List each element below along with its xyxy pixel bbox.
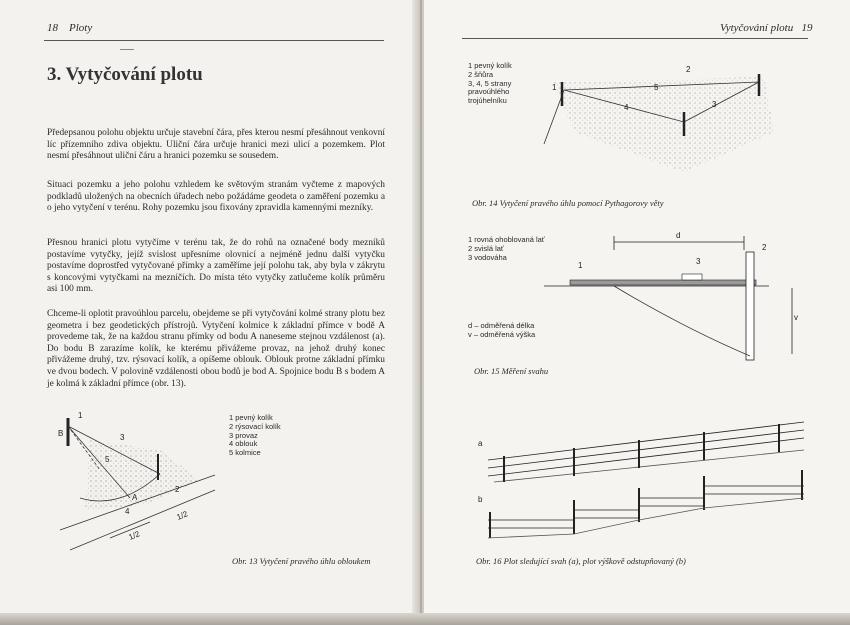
fig13-legend-item: 1 pevný kolík: [229, 413, 273, 422]
fig14-label-5: 5: [654, 83, 659, 92]
book-bottom-edge: [0, 613, 850, 625]
fig15-label-3: 3: [696, 257, 701, 266]
fig16-label-b: b: [478, 495, 483, 504]
header-rule: [44, 40, 384, 41]
fig13-legend-item: 4 oblouk: [229, 439, 258, 449]
fig14-legend-item: 3, 4, 5 strany: [468, 78, 512, 88]
fig13-label-3: 3: [120, 433, 125, 442]
figure16-diagram: [464, 420, 814, 550]
fig14-legend-item: trojúhelníku: [468, 96, 507, 106]
fig15-label-d: d: [676, 231, 681, 240]
right-running-head: [720, 22, 812, 34]
fig13-legend-item: 2 rýsovací kolík: [229, 421, 281, 431]
fig15-label-v: v: [794, 313, 798, 322]
fig13-label-half1: 1/2: [127, 529, 142, 542]
fig15-label-1: 1: [578, 261, 583, 270]
fig15-legend-item: 2 svislá lať: [468, 243, 504, 253]
fig13-label-1: 1: [78, 411, 83, 420]
figure15-caption: Obr. 15 Měření svahu: [474, 366, 549, 376]
fig13-legend-item: 3 provaz: [229, 430, 258, 440]
figure13-legend: [229, 414, 281, 458]
fig13-label-5: 5: [105, 455, 110, 464]
fig13-legend-item: 5 kolmice: [229, 448, 261, 458]
fig13-label-half2: 1/2: [175, 509, 190, 522]
figure15-diagram: [534, 228, 814, 358]
paragraph-1: Předepsanou polohu objektu určuje stavební čára, přes kterou nesmí přesáhnout venkovní líc přízemního zdiva objektu. Uliční čára určuje hranici mezi ulicí a pozemkem. Plot nesmí přesáhnout uliční čáru a hranici pozemku se sousedem.: [47, 128, 385, 162]
header-rule: [462, 38, 808, 39]
fig13-label-B: B: [58, 429, 64, 438]
left-page: [0, 0, 420, 625]
fig13-label-2: 2: [175, 485, 180, 494]
paragraph-3: Přesnou hranici plotu vytyčíme v terénu tak, že do rohů na označené body mezníků postavíme vytyčky, jejíž svislost upřesníme olovnicí a nejméně jednu další vytyčku postavíme doprostřed vytyčované přímky a zaměříme její polohu tak, aby byla v zákrytu s koncovými vytyčkami na mezníčích. Do místa této vytyčky zatlučeme kolík průměru asi 100 mm.: [47, 238, 385, 295]
fig14-label-1: 1: [552, 83, 557, 92]
fig13-label-4: 4: [125, 507, 130, 516]
left-running-head: [47, 22, 92, 34]
figure16-caption: Obr. 16 Plot sledující svah (a), plot výškově odstupňovaný (b): [476, 556, 686, 566]
figure15-legend-2: [468, 322, 535, 340]
figure13-diagram: [50, 410, 220, 560]
right-page: [424, 0, 850, 625]
fig14-label-4: 4: [624, 103, 629, 112]
figure14-caption: Obr. 14 Vytyčení pravého úhlu pomocí Pythagorovy věty: [472, 198, 664, 208]
chapter-title: 3. Vytyčování plotu: [47, 64, 203, 85]
left-page-number: 18: [47, 22, 58, 34]
paragraph-2: Situaci pozemku a jeho polohu vzhledem ke světovým stranám vyčteme z mapových podkladů uložených na obecních úřadech nebo požádáme geodeta o zaměření pozemku a o jeho vytyčení v terénu. Rohy pozemku jsou fixovány zpravidla kamennými mezníky.: [47, 180, 385, 214]
fig14-label-2: 2: [686, 65, 691, 74]
figure14-legend: [468, 62, 512, 106]
fig14-label-3: 3: [712, 100, 717, 109]
fig16-label-a: a: [478, 439, 483, 448]
right-page-number: 19: [801, 22, 813, 34]
left-running-title: Ploty: [69, 22, 93, 34]
header-tick: [120, 49, 134, 50]
paragraph-4: Chceme-li oplotit pravoúhlou parcelu, obejdeme se při vytyčování kolmé strany plotu bez geometra i bez geodetických přístrojů. Vytyčení kolmice k základní přímce v bodě A provedeme tak, že na každou stranu přímky od bodu A naneseme stejnou vzdálenost (a). Do bodu B zarazíme kolík, ke kterému přivážeme provaz, na jehož druhý konec přivážeme druhý, tzv. rýsovací kolík, a opíšeme oblouk. Oblouk protne základní přímku ve dvou bodech. V polovině vzdálenosti obou bodů je bod A. Spojnice bodu B s bodem A je kolmá k základní přímce (obr. 13).: [47, 309, 385, 389]
fig15-legend2-item: d – odměřená délka: [468, 321, 535, 330]
fig15-label-2: 2: [762, 243, 767, 252]
fig15-legend2-item: v – odměřená výška: [468, 329, 536, 339]
fig15-legend-item: 3 vodováha: [468, 252, 507, 262]
fig14-legend-item: 1 pevný kolík: [468, 61, 512, 70]
fig14-legend-item: pravoúhlého: [468, 87, 510, 97]
figure13-caption: Obr. 13 Vytyčení pravého úhlu obloukem: [232, 556, 371, 566]
figure14-diagram: [534, 62, 804, 182]
fig14-legend-item: 2 šňůra: [468, 69, 494, 79]
right-running-title: Vytyčování plotu: [720, 22, 794, 34]
fig15-legend-item: 1 rovná ohoblovaná lať: [468, 235, 545, 244]
fig13-label-A: A: [132, 493, 138, 502]
